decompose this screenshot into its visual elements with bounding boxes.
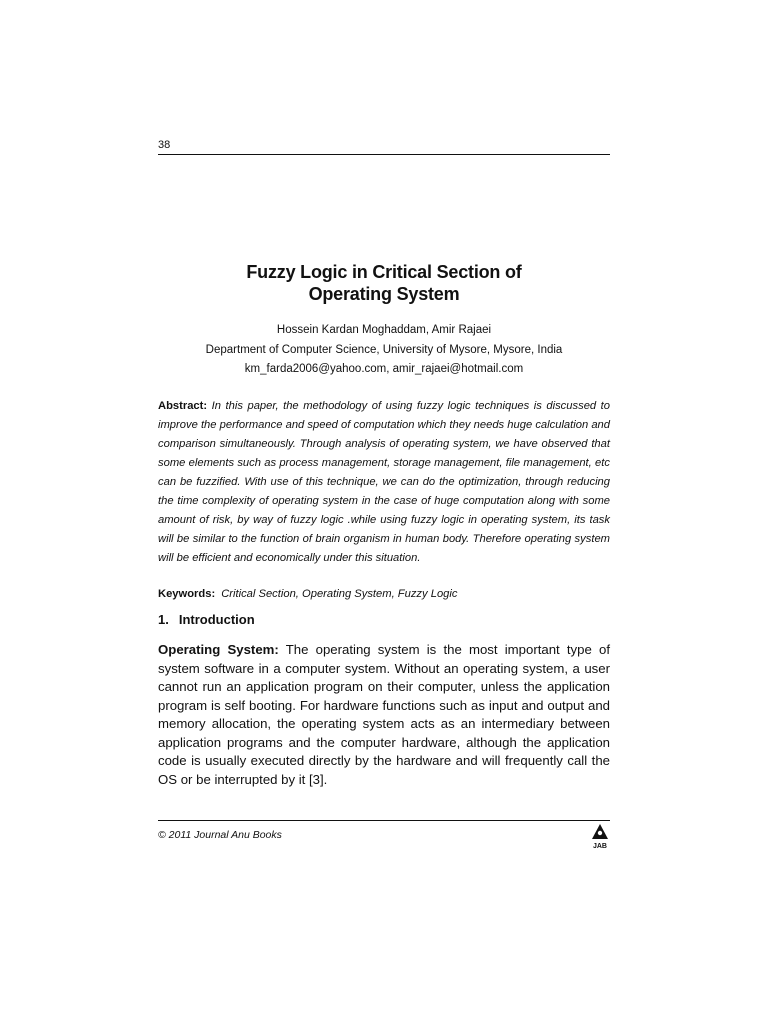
paper-title — [158, 261, 610, 305]
abstract — [158, 397, 610, 568]
header-rule — [158, 154, 610, 155]
keywords-label: Keywords: — [158, 588, 216, 600]
jab-logo — [588, 822, 612, 850]
section-number: 1. — [158, 612, 169, 627]
intro-paragraph-text: The operating system is the most important type of system software in a computer system. Without an operating system, a user cannot run an application program on their computer, unless the application program is self booting. For hardware functions such as input and output and memory allocation, the operating system acts as an intermediary between application programs and the computer hardware, although the application code is usually executed directly by the hardware and will frequently call the OS or be interrupted by it [3]. — [158, 642, 610, 787]
footer-rule — [158, 820, 610, 821]
paper-title-line-2: Operating System — [308, 284, 460, 304]
abstract-text: In this paper, the methodology of using fuzzy logic techniques is discussed to improve the performance and speed of computation which they needs huge calculation and comparison simultaneously. Through analysis of operating system, we have observed that some elements such as process management, storage management, file management, etc can be fuzzified. With use of this technique, we can do the optimization, through reducing the time complexity of operating system in the case of huge computation along with some amount of risk, by way of fuzzy logic .while using fuzzy logic in operating system, its task will be similar to the function of brain organism in human body. Therefore operating system will be efficient and economically under this situation. — [158, 400, 610, 564]
footer-copyright: © 2011 Journal Anu Books — [158, 829, 282, 841]
intro-paragraph-label: Operating System: — [158, 642, 279, 657]
paper-title-line-1: Fuzzy Logic in Critical Section of — [246, 262, 522, 282]
page-number: 38 — [158, 139, 171, 151]
keywords-value: Critical Section, Operating System, Fuzzy Logic — [221, 588, 458, 600]
paper-affiliation: Department of Computer Science, University of Mysore, Mysore, India — [205, 344, 563, 356]
abstract-label: Abstract: — [158, 400, 208, 412]
keywords — [158, 585, 610, 604]
author-emails: km_farda2006@yahoo.com, amir_rajaei@hotmail.com — [244, 363, 524, 375]
intro-paragraph — [158, 641, 610, 789]
paper-authors: Hossein Kardan Moghaddam, Amir Rajaei — [276, 324, 492, 336]
jab-logo-text: JAB — [592, 843, 608, 850]
section-heading — [158, 611, 255, 629]
section-title: Introduction — [178, 612, 255, 627]
